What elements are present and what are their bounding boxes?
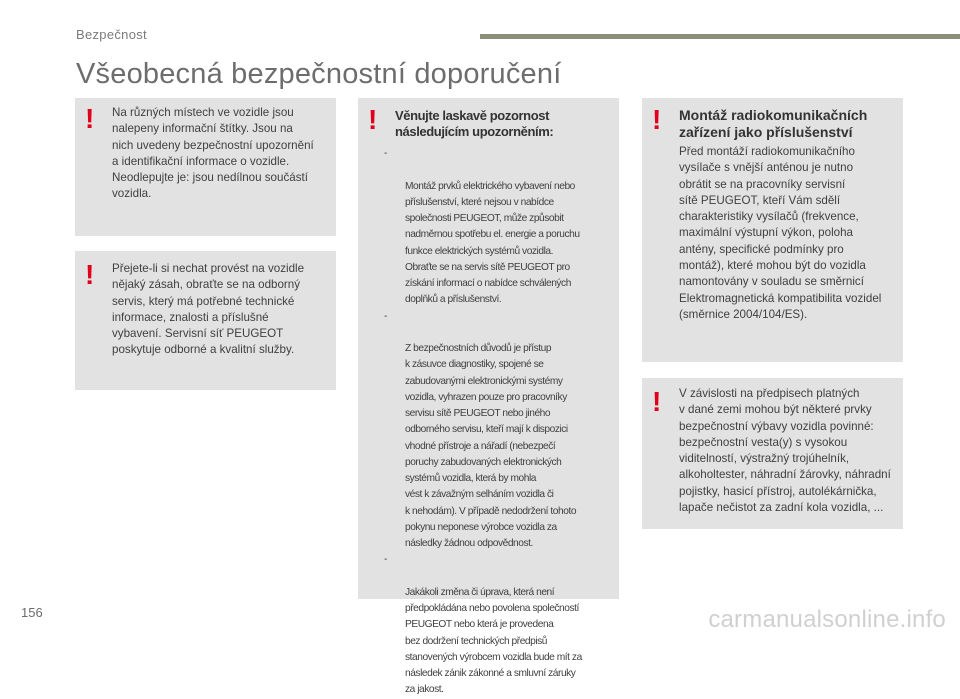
section-label: Bezpečnost bbox=[76, 27, 147, 42]
header-bar bbox=[480, 34, 960, 39]
warning-icon: ! bbox=[652, 104, 662, 135]
radio-equipment-box bbox=[642, 98, 903, 362]
list-item bbox=[384, 146, 615, 309]
service-box bbox=[75, 251, 336, 390]
list-item-text: Z bezpečnostních důvodů je přístup k zásuvce diagnostiky, spojené se zabudovanými elektronickými systémy vozidla, vyhrazen pouze pro pracovníky servisu sítě PEUGEOT nebo jiného odborného servisu, kteří mají k dispozici vhodné přístroje a nářadí (nebezpečí poruchy zabudovaných elektronických systémů vozidla, která by mohla vést k závažným selháním vozidla či k nehodám). V případě nedodržení tohoto pokynu neponese výrobce vozidla za následky žádnou odpovědnost. bbox=[405, 343, 577, 549]
list-item bbox=[384, 309, 615, 553]
mandatory-equipment-text: V závislosti na předpisech platných v dané zemi mohou být některé prvky bezpečnostní výbavy vozidla povinné: bezpečnostní vesta(y) s vysokou viditelností, výstražný trojúhelník, alkoholtester, náhradní žárovky, náhradní pojistky, hasicí přístroj, autolékárnička, lapače nečistot za zadní kola vozidla, ... bbox=[679, 387, 891, 515]
info-labels-box bbox=[75, 98, 336, 236]
page-title: Všeobecná bezpečnostní doporučení bbox=[76, 58, 562, 90]
bullet-dash: - bbox=[384, 554, 388, 566]
attention-heading: Věnujte laskavě pozornost následujícím upozorněním: bbox=[395, 108, 554, 139]
attention-box bbox=[358, 98, 619, 696]
warning-icon: ! bbox=[85, 259, 95, 290]
bullet-dash: - bbox=[384, 148, 388, 159]
warning-icon: ! bbox=[85, 103, 95, 134]
info-labels-text: Na různých místech ve vozidle jsou nalepeny informační štítky. Jsou na nich uvedeny bezpečnostní upozornění a identifikační informace o vozidle. Neodlepujte je: jsou nedílnou součástí vozidla. bbox=[112, 106, 314, 201]
radio-equipment-text: Před montáží radiokomunikačního vysílače s vnější anténou je nutno obrátit se na pracovníky servisní sítě PEUGEOT, kteří Vám sdělí charakteristiky vysílačů (frekvence, maximální výstupní výkon, poloha antény, specifické podmínky pro montáž), které mohou být do vozidla namontovány v souladu se směrnicí Elektromagnetická kompatibilita vozidel (směrnice 2004/104/ES). bbox=[679, 145, 882, 321]
page-number: 156 bbox=[21, 605, 43, 620]
watermark: carmanualsonline.info bbox=[708, 606, 946, 633]
service-text: Přejete-li si nechat provést na vozidle nějaký zásah, obraťte se na odborný servis, který má potřebné technické informace, znalosti a příslušné vybavení. Servisní síť PEUGEOT poskytuje odborné a kvalitní služby. bbox=[112, 262, 305, 357]
warning-icon: ! bbox=[368, 104, 378, 135]
attention-list bbox=[384, 146, 615, 699]
list-item bbox=[384, 552, 615, 698]
list-item-text: Montáž prvků elektrického vybavení nebo příslušenství, které nejsou v nabídce společnosti PEUGEOT, může způsobit nadměrnou spotřebu el. energie a poruchu funkce elektrických systémů vozidla. Obraťte se na servis sítě PEUGEOT pro získání informací o nabídce schválených doplňků a příslušenství. bbox=[405, 180, 580, 306]
mandatory-equipment-box bbox=[642, 378, 903, 529]
bullet-dash: - bbox=[384, 310, 388, 322]
radio-equipment-heading: Montáž radiokomunikačních zařízení jako příslušenství bbox=[679, 107, 868, 140]
warning-icon: ! bbox=[652, 386, 662, 417]
list-item-text: Jakákoli změna či úprava, která není předpokládána nebo povolena společností PEUGEOT nebo která je provedena bez dodržení technických předpisů stanovených výrobcem vozidla bude mít za následek zánik zákonné a smluvní záruky za jakost. bbox=[405, 586, 582, 696]
